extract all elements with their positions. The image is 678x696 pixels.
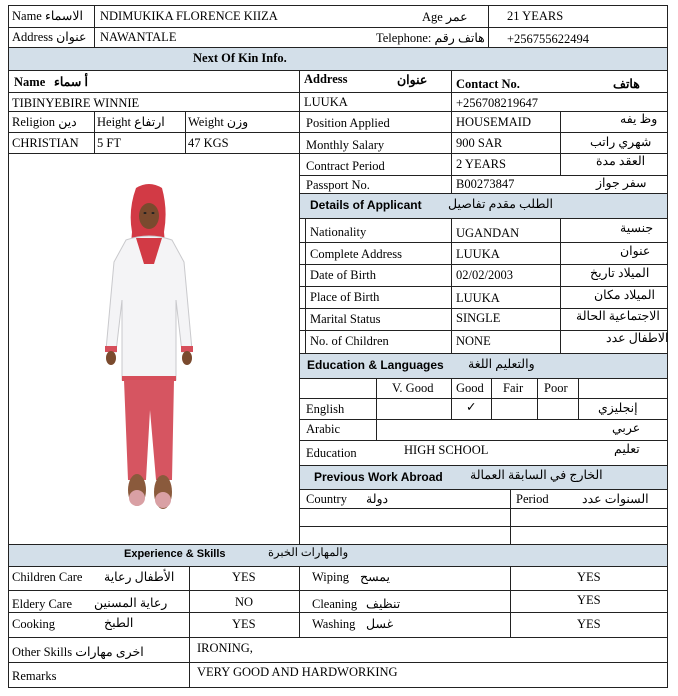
kin-address-label-ar: عنوان [397, 73, 428, 87]
col-fair: Fair [503, 381, 524, 395]
english-ar: إنجليزي [598, 401, 638, 415]
passport-label-ar: سفر جواز [596, 176, 647, 190]
kin-contact-label: Contact No. [456, 77, 520, 91]
age-label: Age عمر [422, 10, 468, 24]
period-label: Period [516, 492, 549, 506]
details-title-ar: الطلب مقدم تفاصيل [448, 197, 553, 211]
passport-label: Passport No. [306, 178, 370, 192]
marital-value: SINGLE [456, 311, 501, 325]
position-label: Position Applied [306, 116, 390, 130]
position-label-ar: وظ يفه [620, 112, 658, 126]
children-ar: الاطفال عدد [606, 331, 669, 345]
marital-label: Marital Status [310, 312, 381, 326]
marital-ar: الاجتماعية الحالة [576, 309, 660, 323]
eldery-care-ar: رعاية المسنين [94, 596, 168, 610]
salary-label-ar: شهري راتب [590, 135, 652, 149]
skills-title: Experience & Skills [124, 548, 226, 560]
dob-ar: الميلاد تاريخ [590, 266, 650, 280]
weight-label: Weight وزن [188, 115, 249, 129]
work-abroad-title-ar: الخارج في السابقة العمالة [470, 468, 603, 482]
washing-value: YES [577, 617, 601, 631]
cleaning-value: YES [577, 593, 601, 607]
next-of-kin-band [8, 47, 667, 70]
cooking-value: YES [232, 617, 256, 631]
wiping-value: YES [577, 570, 601, 584]
children-value: NONE [456, 334, 491, 348]
contract-value: 2 YEARS [456, 157, 506, 171]
children-care-label: Children Care [12, 570, 83, 584]
remarks-value: VERY GOOD AND HARDWORKING [197, 665, 398, 679]
complete-address-label: Complete Address [310, 247, 403, 261]
work-abroad-title: Previous Work Abroad [314, 470, 443, 484]
salary-label: Monthly Salary [306, 138, 385, 152]
address-label: Address عنوان [12, 30, 87, 44]
cooking-ar: الطبخ [104, 616, 134, 630]
applicant-photo [96, 180, 202, 518]
other-skills-value: IRONING, [197, 641, 253, 655]
education-title: Education & Languages [307, 358, 444, 372]
eldery-care-label: Eldery Care [12, 597, 73, 611]
telephone-value: +256755622494 [507, 32, 590, 46]
children-care-ar: الأطفال رعاية [104, 570, 175, 584]
education-value: HIGH SCHOOL [404, 443, 489, 457]
kin-name-value: TIBINYEBIRE WINNIE [12, 96, 140, 110]
remarks-label: Remarks [12, 669, 57, 683]
nationality-ar: جنسية [620, 221, 654, 235]
pob-value: LUUKA [456, 291, 500, 305]
details-title: Details of Applicant [310, 198, 422, 212]
kin-contact-label-ar: هاتف [613, 77, 640, 91]
kin-name-label: Name [14, 75, 46, 89]
complete-address-ar: عنوان [620, 244, 651, 258]
height-label: Height ارتفاع [97, 115, 165, 129]
weight-value: 47 KGS [188, 136, 229, 150]
religion-label: Religion دين [12, 115, 77, 129]
wiping-ar: يمسح [360, 570, 390, 584]
nationality-label: Nationality [310, 225, 367, 239]
english-label: English [306, 402, 345, 416]
wiping-label: Wiping [312, 570, 349, 584]
contract-label: Contract Period [306, 159, 385, 173]
name-value: NDIMUKIKA FLORENCE KIIZA [100, 9, 278, 23]
height-value: 5 FT [97, 136, 121, 150]
kin-address-value: LUUKA [304, 95, 348, 109]
religion-value: CHRISTIAN [12, 136, 79, 150]
education-label: Education [306, 446, 357, 460]
education-ar: تعليم [614, 442, 640, 456]
arabic-label: Arabic [306, 422, 341, 436]
skills-title-ar: والمهارات الخبرة [268, 547, 349, 559]
cleaning-label: Cleaning [312, 597, 358, 611]
contract-label-ar: العقد مدة [596, 154, 646, 168]
passport-value: B00273847 [456, 177, 515, 191]
address-value: NAWANTALE [100, 30, 177, 44]
children-care-value: YES [232, 570, 256, 584]
dob-label: Date of Birth [310, 268, 376, 282]
other-skills-label: Other Skills اخرى مهارات [12, 645, 144, 659]
complete-address-value: LUUKA [456, 247, 500, 261]
pob-label: Place of Birth [310, 290, 380, 304]
name-label: Name الاسماء [12, 9, 83, 23]
kin-name-label-ar: أ سماء [54, 75, 88, 89]
col-vgood: V. Good [392, 381, 434, 395]
col-good: Good [456, 381, 484, 395]
country-label: Country [306, 492, 347, 506]
arabic-ar: عربي [612, 421, 641, 435]
english-good-check: ✓ [466, 400, 477, 414]
age-value: 21 YEARS [507, 9, 564, 23]
salary-value: 900 SAR [456, 136, 503, 150]
dob-value: 02/02/2003 [456, 268, 513, 282]
period-ar: السنوات عدد [582, 492, 649, 506]
kin-contact-value: +256708219647 [456, 96, 539, 110]
education-title-ar: والتعليم اللغة [468, 357, 535, 371]
washing-label: Washing [312, 617, 356, 631]
col-poor: Poor [544, 381, 568, 395]
cleaning-ar: تنظيف [366, 597, 401, 611]
next-of-kin-title: Next Of Kin Info. [193, 51, 287, 65]
position-value: HOUSEMAID [456, 115, 531, 129]
cooking-label: Cooking [12, 617, 56, 631]
nationality-value: UGANDAN [456, 226, 520, 240]
children-label: No. of Children [310, 334, 389, 348]
telephone-label: Telephone: هاتف رقم [376, 31, 485, 45]
pob-ar: الميلاد مكان [594, 288, 656, 302]
eldery-care-value: NO [235, 595, 254, 609]
washing-ar: غسل [366, 617, 394, 631]
country-ar: دولة [366, 492, 389, 506]
kin-address-label: Address [304, 72, 348, 86]
